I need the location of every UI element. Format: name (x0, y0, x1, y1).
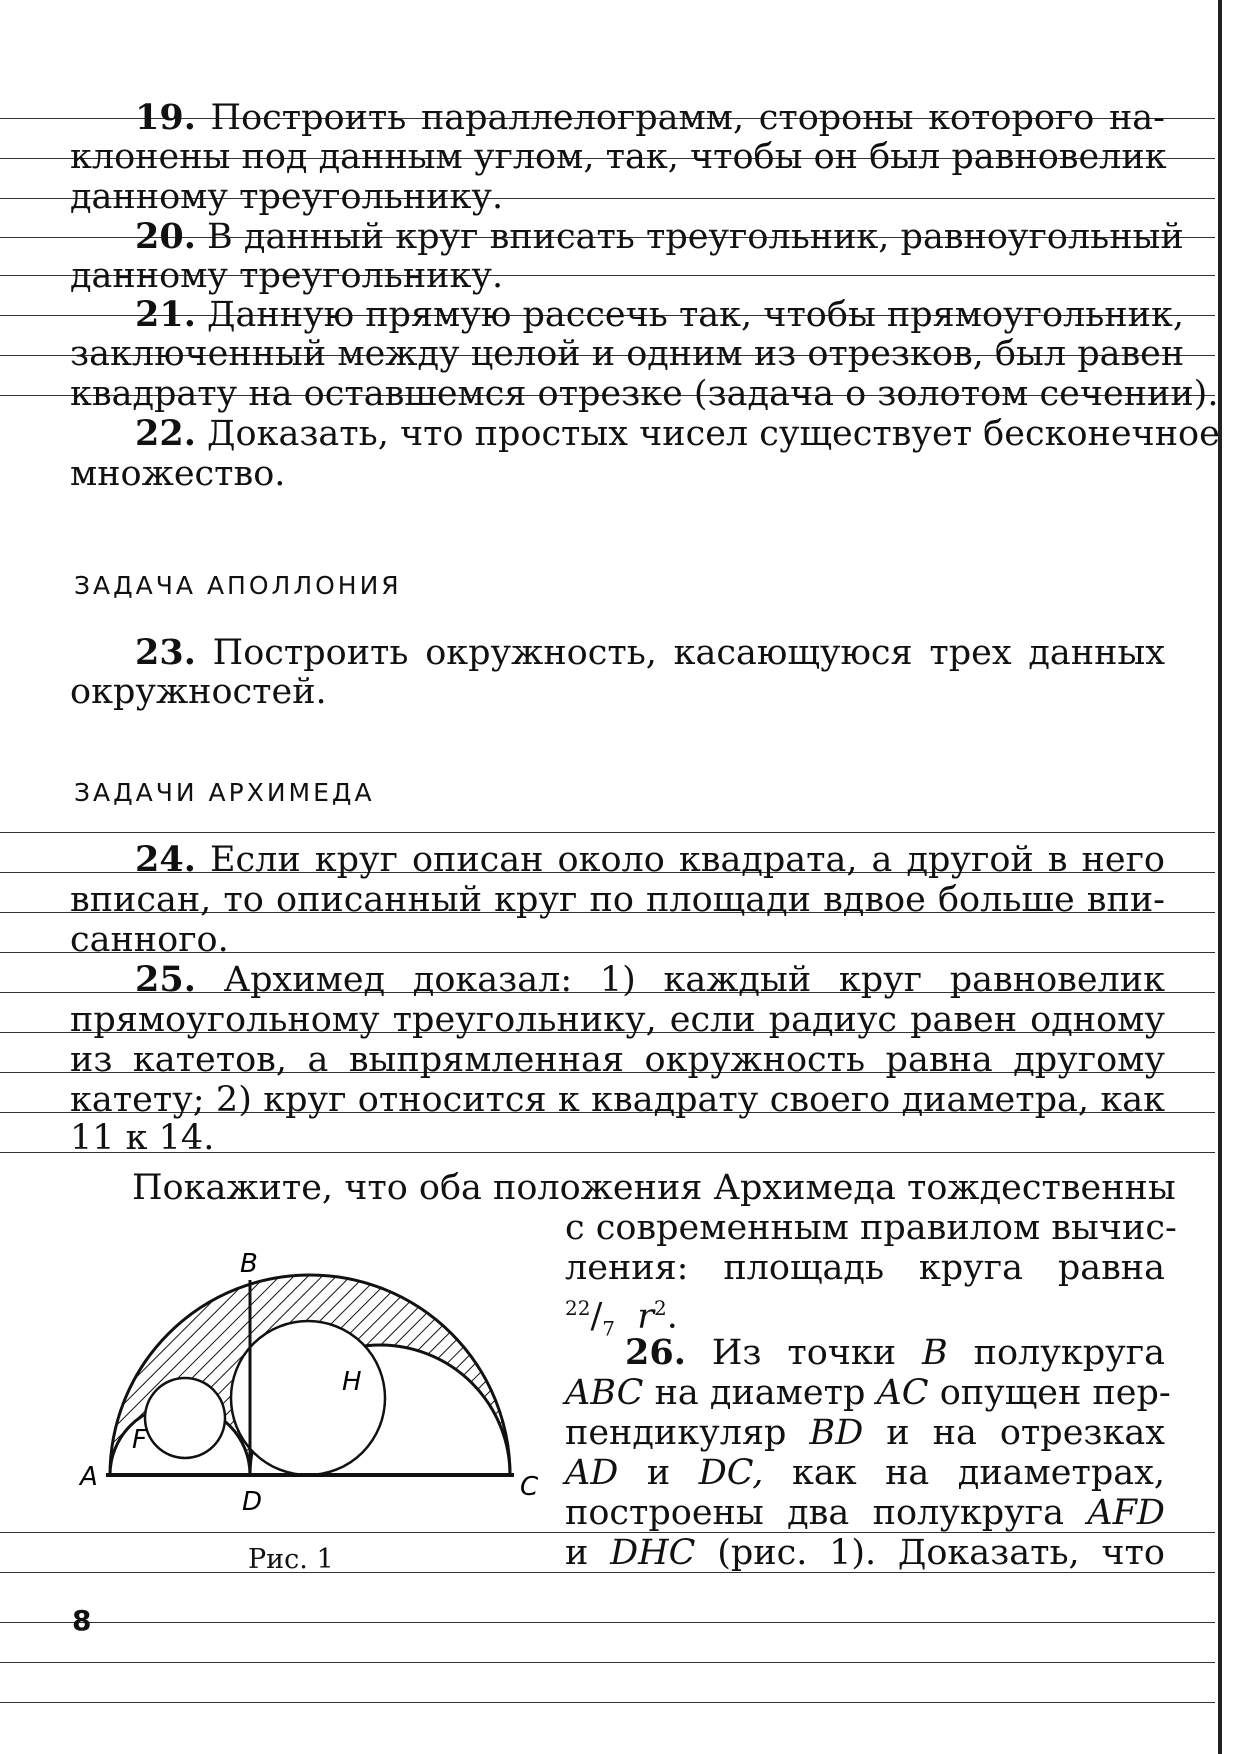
problem-23-line-1: 23. Построить окружность, касающуюся трех данных (135, 632, 1165, 673)
problem-19-line-1: 19. Построить параллелограмм, стороны которого на- (135, 97, 1165, 138)
problem-24-line-1: 24. Если круг описан около квадрата, а другой в него (135, 839, 1165, 880)
show-line-4: $^{22}/_7$ $r^2$. (565, 1296, 678, 1341)
label-a: A (80, 1462, 98, 1492)
heading-apollonius: ЗАДАЧА АПОЛЛОНИЯ (74, 571, 402, 600)
problem-20-line-2: данному треугольнику. (70, 256, 504, 296)
label-h: H (342, 1367, 362, 1397)
figure-caption: Рис. 1 (248, 1544, 334, 1575)
problem-23-line-2: окружностей. (70, 672, 327, 712)
problem-26-line-3: пендикуляр BD и на отрезках (565, 1413, 1165, 1453)
problem-25-line-4: катету; 2) круг относится к квадрату своего диаметра, как (70, 1080, 1165, 1120)
problem-20-line-1: 20. В данный круг вписать треугольник, равноугольный (135, 216, 1184, 257)
problem-26-line-2: ABC на диаметр AC опущен пер- (565, 1373, 1171, 1413)
label-f: F (132, 1425, 147, 1455)
problem-25-line-2: прямоугольному треугольнику, если радиус равен одному (70, 1000, 1165, 1040)
problem-21-line-2: заключенный между целой и одним из отрезков, был равен (70, 334, 1185, 374)
problem-26-line-5: построены два полукруга AFD (565, 1493, 1165, 1533)
show-line-2: с современным правилом вычис- (565, 1208, 1177, 1248)
problem-25-line-1: 25. Архимед доказал: 1) каждый круг равновелик (135, 959, 1165, 1000)
problem-21-line-1: 21. Данную прямую рассечь так, чтобы прямоугольник, (135, 294, 1184, 335)
show-line-3: ления: площадь круга равна (565, 1248, 1165, 1288)
label-b: B (240, 1249, 258, 1279)
problem-26-line-4: AD и DC, как на диаметрах, (565, 1453, 1165, 1493)
problem-19-line-2: клонены под данным углом, так, чтобы он был равновелик (70, 137, 1167, 177)
problem-21-line-3: квадрату на оставшемся отрезке (задача о золотом сечении). (70, 374, 1219, 414)
show-line-1: Покажите, что оба положения Архимеда тождественны (132, 1168, 1176, 1208)
label-d: D (242, 1487, 263, 1517)
page-number: 8 (72, 1604, 92, 1637)
inscribed-circle-right (231, 1321, 385, 1475)
problem-26-line-1: 26. Из точки B полукруга (625, 1332, 1165, 1373)
problem-26-line-6: и DHC (рис. 1). Доказать, что (565, 1533, 1165, 1573)
label-c: C (520, 1472, 539, 1502)
page-edge (1218, 0, 1222, 1754)
problem-24-line-2: вписан, то описанный круг по площади вдвое больше впи- (70, 880, 1165, 920)
heading-archimedes: ЗАДАЧИ АРХИМЕДА (74, 778, 375, 807)
problem-19-line-3: данному треугольнику. (70, 177, 504, 217)
problem-22-line-2: множество. (70, 454, 286, 494)
problem-25-line-5: 11 к 14. (70, 1118, 215, 1158)
inscribed-circle-left (145, 1378, 225, 1458)
problem-24-line-3: санного. (70, 920, 229, 960)
problem-25-line-3: из катетов, а выпрямленная окружность равна другому (70, 1040, 1165, 1080)
problem-22-line-1: 22. Доказать, что простых чисел существует бесконечное (135, 413, 1220, 454)
figure-arbelos (70, 1160, 550, 1530)
